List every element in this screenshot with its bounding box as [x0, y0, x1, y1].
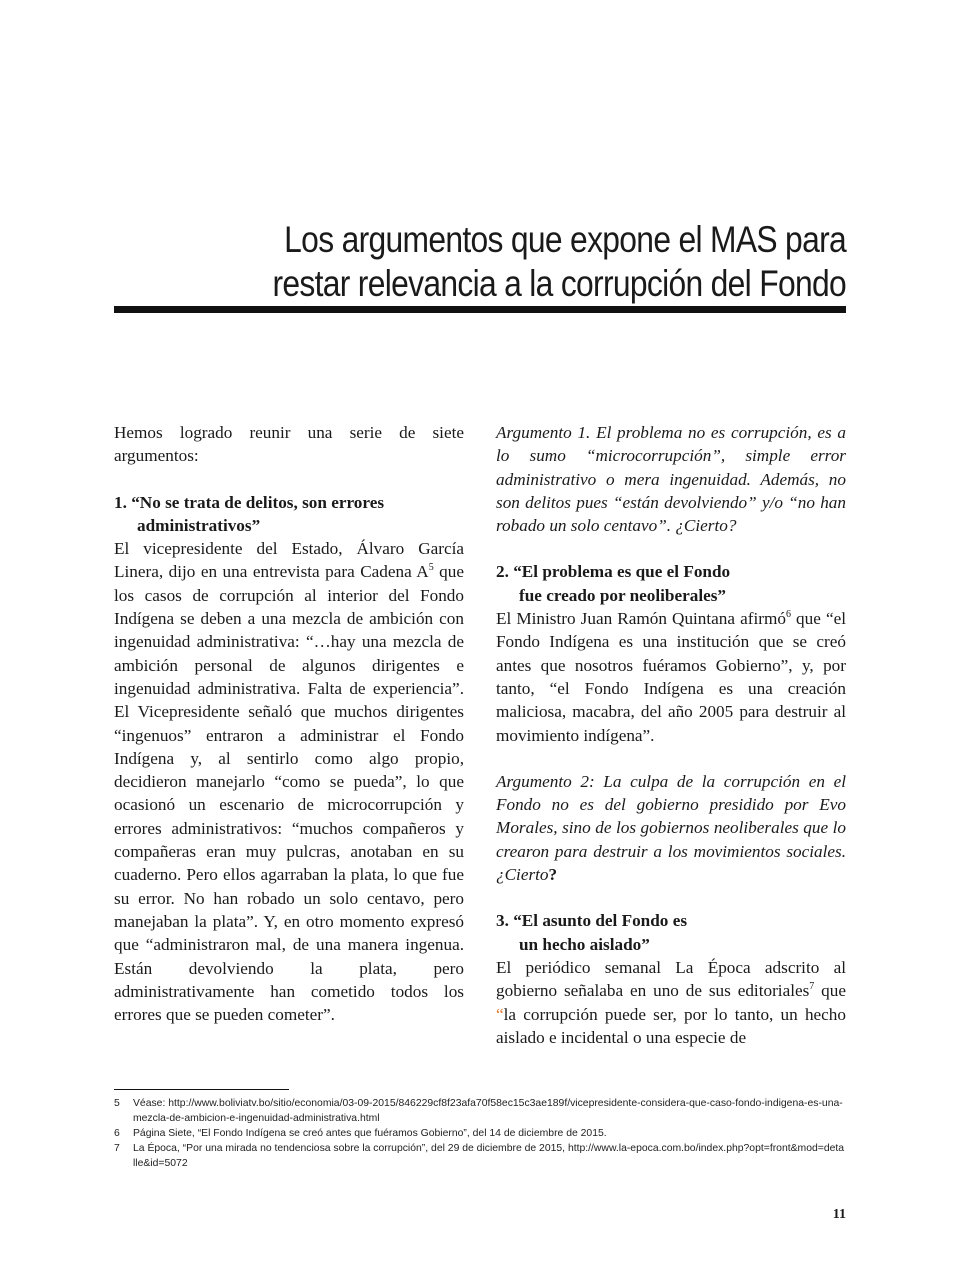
argument-1: Argumento 1. El problema no es corrupción, es a lo sumo “microcorrupción”, simple error administrativo o mera ingenuidad. Además, no son delitos pues “están devolviendo” y/o “no han robado un solo centavo”. ¿Cierto?: [496, 423, 846, 536]
section-1-body-b: que los casos de corrupción al interior del Fondo Indígena se deben a una mezcla de ambición con ingenuidad administrativa: “…hay una mezcla de ambición personal de algunos dirigentes e ingenuidad administrativa. Falta de experiencia”. El Vicepresidente señaló que muchos dirigentes “ingenuos” entraron a administrar el Fondo Indígena y, al sentirlo como algo propio, decidieron manejarlo “como se pueda”, lo que ocasionó un escenario de microcorrupción y errores administrativos: “muchos compañeros y compañeras eran muy pulcras, anotaban en su cuaderno. Pero ellos agarraban la plata, lo que fue su error. No han robado un solo centavo, pero manejaban la plata”. Y, en otro momento expresó que “administraron mal, de una manera ingenua. Están devolviendo la plata, pero administrativamente han cometido todos los errores que se pueden cometer”.: [114, 562, 464, 1025]
footnotes: [114, 1096, 846, 1171]
footnote-text: Véase: http://www.boliviatv.bo/sitio/economia/03-09-2015/846229cf8f23afa70f58ec15c3ae189f/vicepresidente-considera-que-caso-fondo-indigena-es-una-mezcla-de-ambicion-e-ingenuidad-administrativa.html: [133, 1098, 843, 1124]
footnote-text: Página Siete, “El Fondo Indígena se creó antes que fuéramos Gobierno”, del 14 de diciembre de 2015.: [133, 1128, 607, 1139]
section-number-2: 2.: [496, 562, 509, 582]
section-heading-1: [114, 491, 464, 538]
footnote-number: 5: [114, 1098, 120, 1109]
footnote-text: La Época, “Por una mirada no tendenciosa sobre la corrupción”, del 29 de diciembre de 2015, http://www.la-epoca.com.bo/index.php?opt=front&mod=detalle&id=5072: [133, 1143, 845, 1169]
section-1-body-a: El vicepresidente del Estado, Álvaro García Linera, dijo en una entrevista para Cadena A: [114, 539, 464, 582]
section-heading-3-line-2: un hecho aislado”: [519, 934, 650, 954]
open-quote-mark: “: [496, 1004, 504, 1024]
footnote-number: 6: [114, 1128, 120, 1139]
left-column: [114, 421, 464, 1026]
section-3-body-a: El periódico semanal La Época adscrito al gobierno señalaba en uno de sus editoriales: [496, 957, 846, 1001]
section-heading-1-line-1: “No se trata de delitos, son errores: [131, 492, 385, 512]
section-3-body: [496, 956, 846, 1049]
section-2-body: [496, 607, 846, 747]
right-column: [496, 421, 846, 1049]
argument-2-end: ?: [548, 865, 558, 885]
chapter-title: [216, 218, 846, 306]
footnote-5: [114, 1096, 846, 1126]
chapter-title-line-2: restar relevancia a la corrupción del Fondo: [272, 263, 847, 304]
section-heading-1-line-2: administrativos”: [137, 515, 261, 535]
argument-2: [496, 770, 846, 886]
footnote-ref-7[interactable]: 7: [809, 981, 815, 993]
title-underline-bar: [114, 306, 846, 313]
section-2-body-a: El Ministro Juan Ramón Quintana afirmó: [496, 609, 786, 629]
section-number-3: 3.: [496, 911, 509, 931]
section-3-body-c: la corrupción puede ser, por lo tanto, un hecho aislado e incidental o una especie de: [496, 1004, 846, 1047]
section-heading-2-line-1: “El problema es que el Fondo: [513, 562, 731, 582]
section-2-body-b: que “el Fondo Indígena es una institución que se creó antes que nosotros fuéramos Gobierno”, y, por tanto, “el Fondo Indígena es una creación maliciosa, macabra, del año 2005 para destruir al movimiento indígena”.: [496, 609, 846, 745]
section-heading-3: [496, 909, 846, 956]
section-heading-2-line-2: fue creado por neoliberales”: [519, 585, 727, 605]
section-heading-2: [496, 560, 846, 607]
section-heading-3-line-1: “El asunto del Fondo es: [513, 911, 688, 931]
footnote-number: 7: [114, 1143, 120, 1154]
footnote-6: [114, 1126, 846, 1141]
section-1-body: [114, 537, 464, 1026]
argument-2-text: Argumento 2: La culpa de la corrupción en el Fondo no es del gobierno presidido por Evo Morales, sino de los gobiernos neoliberales que lo crearon para destruir a los movimientos sociales. ¿Cierto: [496, 771, 846, 885]
chapter-title-line-1: Los argumentos que expone el MAS para: [284, 219, 846, 260]
page-number: 11: [832, 1207, 846, 1222]
section-3-body-b: que: [814, 981, 846, 1001]
intro-paragraph: Hemos logrado reunir una serie de siete argumentos:: [114, 423, 464, 466]
footnote-ref-5[interactable]: 5: [428, 562, 434, 574]
footnote-separator: [114, 1089, 289, 1090]
footnote-7: [114, 1141, 846, 1171]
footnote-ref-6[interactable]: 6: [785, 609, 791, 621]
section-number-1: 1.: [114, 492, 127, 512]
